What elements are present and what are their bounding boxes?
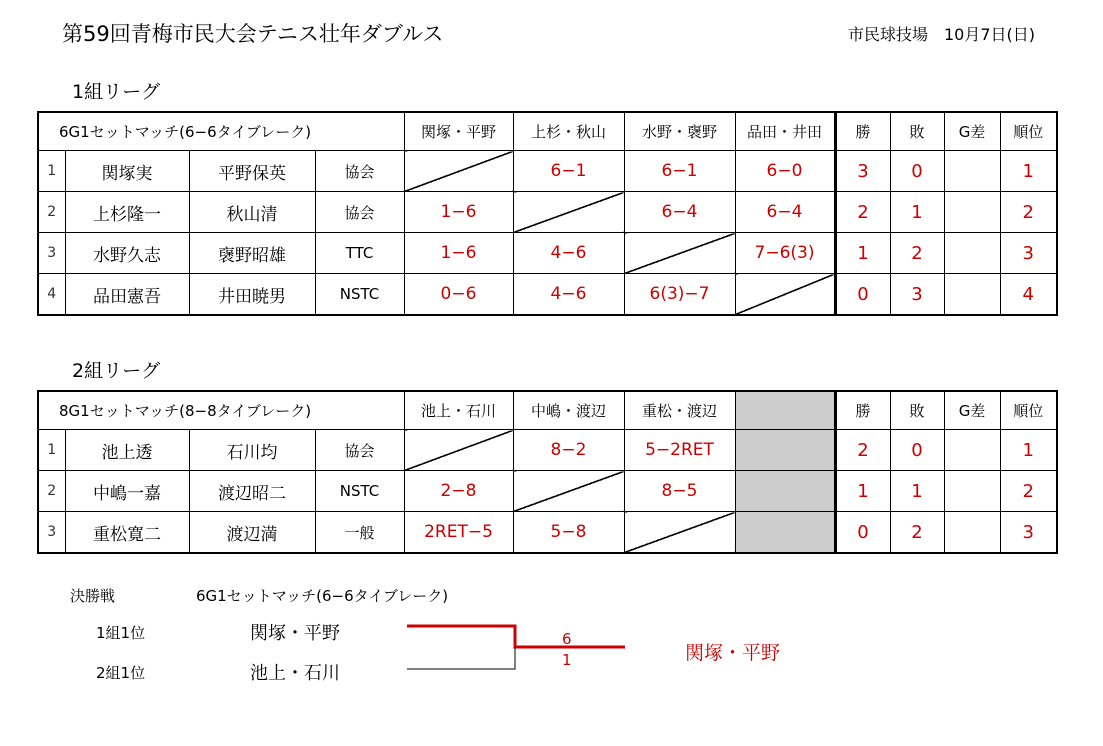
group1-label: 1組リーグ [72, 81, 161, 103]
final-format: 6G1セットマッチ(6−6タイブレーク) [196, 587, 449, 605]
losses-count: 1 [890, 192, 944, 233]
match-score: 5−8 [513, 512, 624, 554]
wins-count: 1 [835, 471, 890, 512]
group1-opponent-header: 上杉・秋山 [513, 112, 624, 151]
group2-label: 2組リーグ [72, 360, 161, 382]
wins-count: 3 [835, 151, 890, 192]
match-score: 6−4 [624, 192, 735, 233]
match-score: 6−1 [624, 151, 735, 192]
game-diff-header: G差 [944, 391, 1000, 430]
player-name: 秋山清 [189, 192, 315, 233]
row-number: 1 [38, 430, 65, 471]
match-score: 1−6 [404, 192, 513, 233]
bracket-winner-line [407, 626, 625, 647]
rank-value: 1 [1000, 430, 1057, 471]
group2-format: 8G1セットマッチ(8−8タイブレーク) [38, 391, 404, 430]
match-score: 5−2RET [624, 430, 735, 471]
rank-value: 1 [1000, 151, 1057, 192]
rank-value: 3 [1000, 512, 1057, 554]
losses-header: 敗 [890, 391, 944, 430]
group2-opponent-header: 中嶋・渡辺 [513, 391, 624, 430]
game-diff-header: G差 [944, 112, 1000, 151]
final-group1-team: 関塚・平野 [250, 623, 340, 644]
rank-value: 4 [1000, 274, 1057, 316]
losses-count: 3 [890, 274, 944, 316]
group2-opponent-header: 重松・渡辺 [624, 391, 735, 430]
rank-value: 2 [1000, 192, 1057, 233]
venue-date: 市民球技場 10月7日(日) [848, 25, 1036, 44]
affiliation: 協会 [315, 430, 404, 471]
row-number: 1 [38, 151, 65, 192]
match-score: 4−6 [513, 274, 624, 316]
wins-count: 0 [835, 274, 890, 316]
final-score-bottom: 1 [562, 651, 572, 669]
player-name: 渡辺満 [189, 512, 315, 554]
final-score-top: 6 [562, 630, 572, 648]
match-score: 0−6 [404, 274, 513, 316]
player-name: 井田暁男 [189, 274, 315, 316]
match-score: 6−1 [513, 151, 624, 192]
wins-count: 1 [835, 233, 890, 274]
match-score: 6(3)−7 [624, 274, 735, 316]
wins-header: 勝 [835, 391, 890, 430]
player-name: 中嶋一嘉 [65, 471, 189, 512]
group1-opponent-header: 品田・井田 [735, 112, 835, 151]
affiliation: 一般 [315, 512, 404, 554]
row-number: 2 [38, 471, 65, 512]
losses-count: 2 [890, 512, 944, 554]
affiliation: TTC [315, 233, 404, 274]
rank-value: 2 [1000, 471, 1057, 512]
wins-count: 0 [835, 512, 890, 554]
wins-count: 2 [835, 430, 890, 471]
match-score: 1−6 [404, 233, 513, 274]
losses-count: 0 [890, 430, 944, 471]
player-name: 品田憲吾 [65, 274, 189, 316]
rank-header: 順位 [1000, 112, 1057, 151]
losses-count: 0 [890, 151, 944, 192]
player-name: 渡辺昭二 [189, 471, 315, 512]
group1-opponent-header: 水野・襃野 [624, 112, 735, 151]
group1-opponent-header: 関塚・平野 [404, 112, 513, 151]
match-score: 6−4 [735, 192, 835, 233]
player-name: 水野久志 [65, 233, 189, 274]
group1-format: 6G1セットマッチ(6−6タイブレーク) [38, 112, 404, 151]
row-number: 4 [38, 274, 65, 316]
final-group2-rank: 2組1位 [96, 664, 146, 682]
player-name: 池上透 [65, 430, 189, 471]
rank-header: 順位 [1000, 391, 1057, 430]
wins-count: 2 [835, 192, 890, 233]
affiliation: NSTC [315, 471, 404, 512]
player-name: 重松寛二 [65, 512, 189, 554]
match-score: 7−6(3) [735, 233, 835, 274]
player-name: 襃野昭雄 [189, 233, 315, 274]
match-score: 8−2 [513, 430, 624, 471]
losses-count: 1 [890, 471, 944, 512]
player-name: 平野保英 [189, 151, 315, 192]
group2-opponent-header: 池上・石川 [404, 391, 513, 430]
row-number: 3 [38, 233, 65, 274]
match-score: 6−0 [735, 151, 835, 192]
match-score: 2RET−5 [404, 512, 513, 554]
wins-header: 勝 [835, 112, 890, 151]
affiliation: 協会 [315, 192, 404, 233]
page-title: 第59回青梅市民大会テニス壮年ダブルス [62, 22, 444, 46]
final-label: 決勝戦 [70, 587, 116, 605]
match-score: 8−5 [624, 471, 735, 512]
affiliation: NSTC [315, 274, 404, 316]
bracket-loser-line [407, 647, 515, 669]
player-name: 上杉隆一 [65, 192, 189, 233]
losses-count: 2 [890, 233, 944, 274]
final-group1-rank: 1組1位 [96, 624, 146, 642]
match-score: 2−8 [404, 471, 513, 512]
row-number: 3 [38, 512, 65, 554]
player-name: 石川均 [189, 430, 315, 471]
row-number: 2 [38, 192, 65, 233]
final-winner: 関塚・平野 [685, 642, 781, 664]
match-score: 4−6 [513, 233, 624, 274]
player-name: 関塚実 [65, 151, 189, 192]
rank-value: 3 [1000, 233, 1057, 274]
final-group2-team: 池上・石川 [250, 663, 340, 684]
affiliation: 協会 [315, 151, 404, 192]
losses-header: 敗 [890, 112, 944, 151]
